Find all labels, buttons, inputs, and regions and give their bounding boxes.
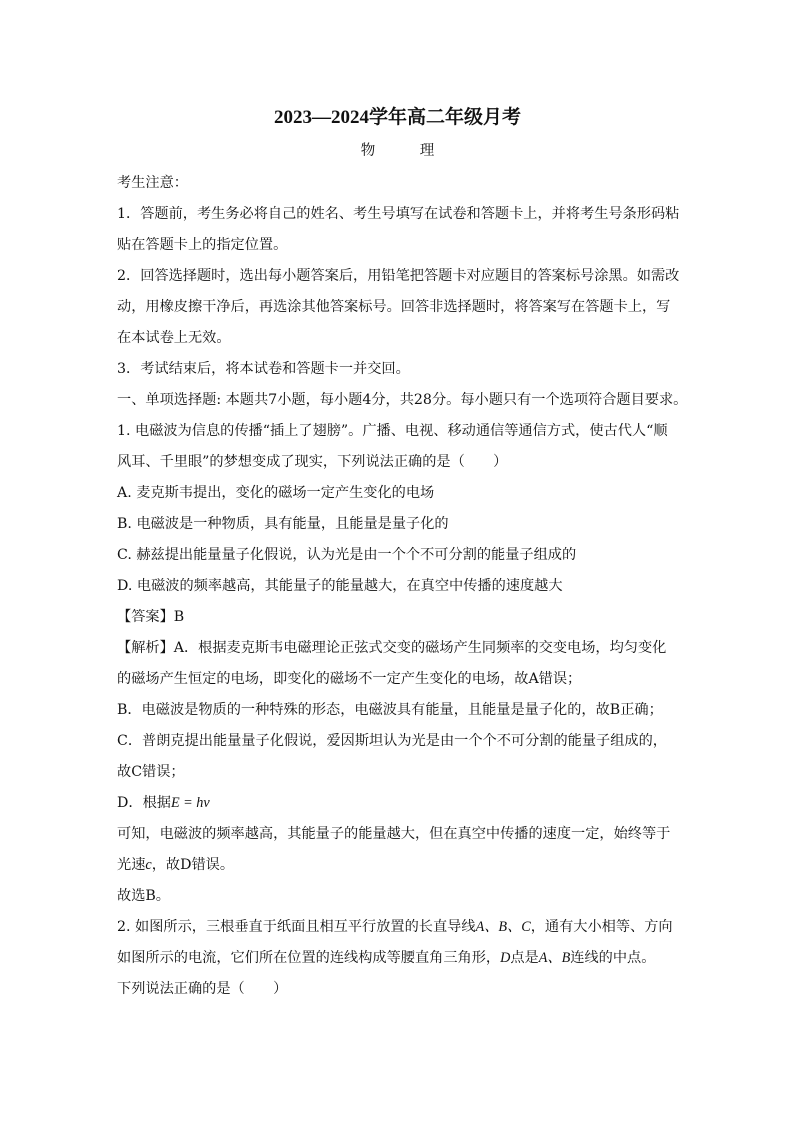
speed-of-light-var: c bbox=[145, 857, 152, 873]
notice-heading: 考生注意： bbox=[117, 175, 188, 191]
q2-stem-line-1 bbox=[117, 912, 678, 943]
q2-stem-line-1-part-b: ，通有大小相等、方向 bbox=[530, 919, 673, 935]
subject-title: 物 理 bbox=[360, 143, 455, 159]
energy-formula: E = hν bbox=[170, 795, 210, 811]
notice-item-2-line-1: 2．回答选择题时，选出每小题答案后，用铅笔把答题卡对应题目的答案标号涂黑。如需改 bbox=[117, 268, 680, 284]
q1-option-d: D. 电磁波的频率越高，其能量子的能量越大，在真空中传播的速度越大 bbox=[117, 578, 563, 594]
q2-stem-line-2-part-c: 连线的中点。 bbox=[570, 950, 656, 966]
q1-analysis-line-3: B．电磁波是物质的一种特殊的形态，电磁波具有能量，且能量是量子化的，故B正确； bbox=[117, 702, 663, 718]
notice-item-1-line-1: 1．答题前，考生务必将自己的姓名、考生号填写在试卷和答题卡上，并将考生号条形码粘 bbox=[117, 206, 680, 222]
notice-item-2-line-2: 动，用橡皮擦干净后，再选涂其他答案标号。回答非选择题时，将答案写在答题卡上，写 bbox=[117, 299, 671, 315]
q2-stem-line-3: 下列说法正确的是（ ） bbox=[117, 981, 288, 997]
exam-title: 2023—2024学年高二年级月考 bbox=[273, 107, 521, 128]
q1-analysis-line-8 bbox=[117, 850, 678, 881]
q1-analysis-line-8-suffix: ，故D错误。 bbox=[151, 857, 235, 873]
question-2 bbox=[117, 912, 678, 1005]
q2-stem-line-2 bbox=[117, 943, 678, 974]
notice-block bbox=[117, 168, 678, 385]
q1-analysis-line-6-prefix: D．根据 bbox=[117, 795, 171, 811]
notice-item-3: 3．考试结束后，将本试卷和答题卡一并交回。 bbox=[117, 361, 410, 377]
q1-stem-line-2: 风耳、千里眼”的梦想变成了现实，下列说法正确的是（ ） bbox=[117, 454, 508, 470]
q1-analysis-line-4: C．普朗克提出能量量子化假说，爱因斯坦认为光是由一个个不可分割的能量子组成的， bbox=[117, 733, 667, 749]
q1-conclusion: 故选B。 bbox=[117, 888, 170, 904]
q2-wire-labels: A、B、C bbox=[475, 919, 531, 935]
q1-stem-line-1: 1. 电磁波为信息的传播“插上了翅膀”。广播、电视、移动通信等通信方式，使古代人“顺 bbox=[117, 423, 668, 439]
q1-option-c: C. 赫兹提出能量量子化假说，认为光是由一个个不可分割的能量子组成的 bbox=[117, 547, 577, 563]
q2-stem-line-2-part-a: 如图所示的电流，它们所在位置的连线构成等腰直角三角形， bbox=[117, 950, 501, 966]
q1-option-b: B. 电磁波是一种物质，具有能量，且能量是量子化的 bbox=[117, 516, 449, 532]
notice-item-2-line-3: 在本试卷上无效。 bbox=[117, 330, 231, 346]
notice-item-1-line-2: 贴在答题卡上的指定位置。 bbox=[117, 237, 288, 253]
q1-option-a: A. 麦克斯韦提出，变化的磁场一定产生变化的电场 bbox=[117, 485, 435, 501]
q1-analysis-line-1: 【解析】A．根据麦克斯韦电磁理论正弦式交变的磁场产生同频率的交变电场，均匀变化 bbox=[117, 640, 667, 656]
q2-stem-line-1-part-a: 2. 如图所示，三根垂直于纸面且相互平行放置的长直导线 bbox=[117, 919, 476, 935]
q2-point-d-label: D bbox=[500, 950, 511, 966]
q1-analysis-line-2: 的磁场产生恒定的电场，即变化的磁场不一定产生变化的电场，故A错误； bbox=[117, 671, 582, 687]
q1-analysis-line-8-prefix: 光速 bbox=[117, 857, 146, 873]
q2-stem-line-2-part-b: 点是 bbox=[510, 950, 539, 966]
q2-ab-labels: A、B bbox=[538, 950, 571, 966]
q1-analysis-line-7: 可知，电磁波的频率越高，其能量子的能量越大，但在真空中传播的速度一定，始终等于 bbox=[117, 826, 671, 842]
section-1-heading: 一、单项选择题: 本题共7小题，每小题4分，共28分。每小题只有一个选项符合题目要求。 bbox=[117, 392, 688, 408]
question-1 bbox=[117, 416, 678, 912]
q1-answer: 【答案】B bbox=[117, 609, 185, 625]
q1-analysis-line-6 bbox=[117, 788, 678, 819]
q1-analysis-line-5: 故C错误； bbox=[117, 764, 185, 780]
